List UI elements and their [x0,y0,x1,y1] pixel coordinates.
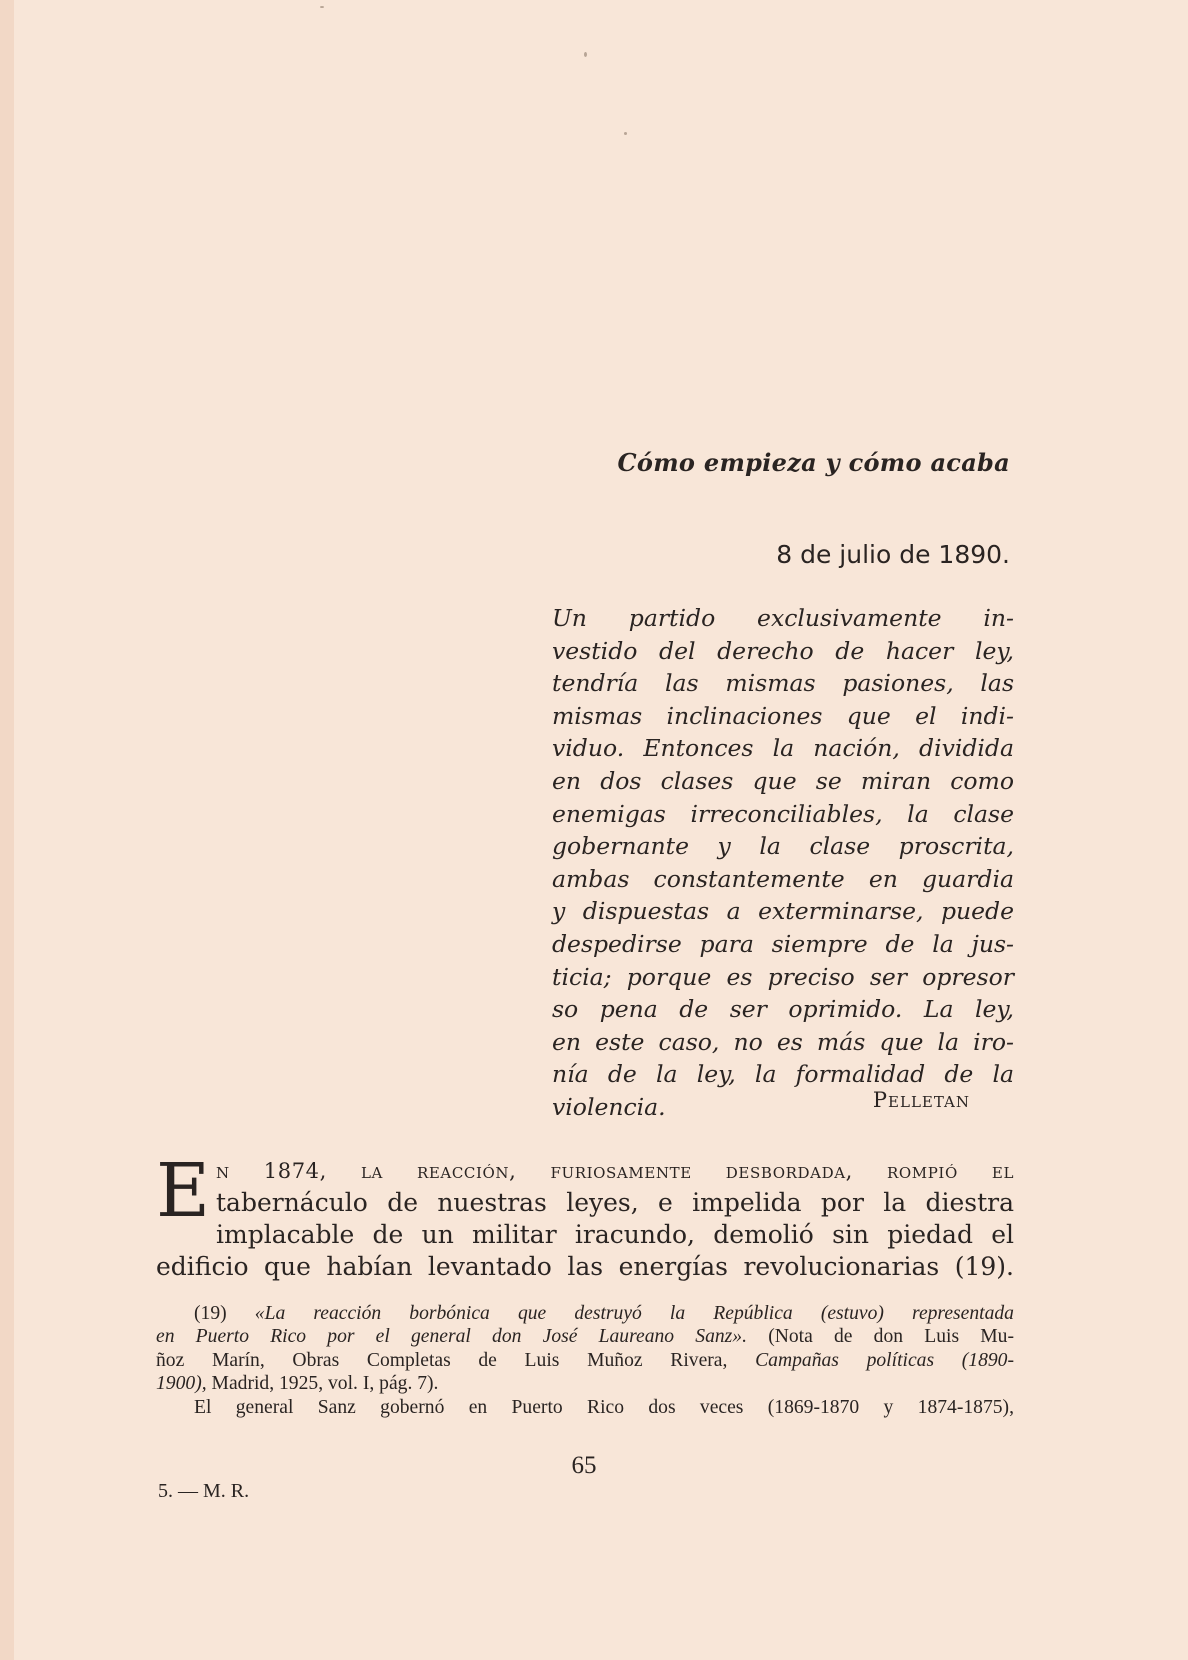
footnote-line [156,1372,1014,1395]
epigraph-line: Un partido exclusivamente in- [552,604,1014,632]
epigraph [552,602,1014,1124]
footnote-marker: (19) [194,1303,227,1324]
chapter-title: Cómo empieza y cómo acaba [617,448,1010,477]
epigraph-line: ticia; porque es preciso ser opresor [552,962,1014,991]
body-paragraph [156,1148,1014,1283]
footnote-quote: «La reacción borbónica que destruyó la República (estuvo) representada [254,1303,1014,1324]
footnote-book-title: Campañas políticas (1890- [755,1349,1014,1371]
body-line: implacable de un militar iracundo, demolió sin piedad el [216,1220,1014,1249]
epigraph-line: tendría las mismas pasiones, las [552,669,1014,698]
epigraph-author: Pelletan [872,1088,970,1112]
epigraph-line: enemigas irreconciliables, la clase [552,799,1014,828]
epigraph-line: vestido del derecho de hacer ley, [552,636,1014,665]
paper-speck [584,52,587,57]
body-line: edificio que habían levantado las energías revolucionarias (19). [156,1252,1014,1281]
footnote-line [194,1302,1014,1325]
body-line: tabernáculo de nuestras leyes, e impelida por la diestra [216,1188,1014,1217]
date-line: 8 de julio de 1890. [776,540,1010,569]
footnote-text: Madrid, 1925, vol. I, pág. 7). [211,1373,439,1395]
epigraph-line: despedirse para siempre de la jus- [552,929,1014,958]
footnote-line: El general Sanz gobernó en Puerto Rico dos veces (1869-1870 y 1874-1875), [194,1396,1014,1418]
epigraph-line: gobernante y la clase proscrita, [552,832,1014,861]
body-line: n 1874, la reacción, furiosamente desbordada, rompió el [216,1159,1014,1183]
footnote-text: (Nota de don Luis Mu- [768,1326,1014,1348]
footnote-line [156,1349,1014,1372]
paper-speck [320,6,324,8]
epigraph-line: nía de la ley, la formalidad de la [552,1060,1014,1089]
footnote-text: ñoz Marín, Obras Completas de Luis Muñoz Rivera, [156,1349,728,1371]
epigraph-line: en este caso, no es más que la iro- [552,1027,1014,1056]
epigraph-line: violencia. [552,1092,666,1121]
epigraph-line: so pena de ser oprimido. La ley, [552,995,1014,1024]
drop-cap: E [156,1148,211,1234]
epigraph-line: y dispuestas a exterminarse, puede [552,897,1014,926]
epigraph-line: mismas inclinaciones que el indi- [552,701,1014,730]
footnote-quote: en Puerto Rico por el general don José Laureano Sanz». [156,1326,747,1348]
footnote [156,1302,1014,1419]
paper-speck [624,132,627,135]
page-number: 65 [571,1452,597,1479]
footnote-line [156,1325,1014,1348]
footnote-book-title: 1900), [156,1373,207,1395]
epigraph-line: viduo. Entonces la nación, dividida [552,734,1014,763]
printer-signature: 5. — M. R. [158,1480,250,1502]
epigraph-line: en dos clases que se miran como [552,766,1014,795]
epigraph-line: ambas constantemente en guardia [552,864,1014,893]
